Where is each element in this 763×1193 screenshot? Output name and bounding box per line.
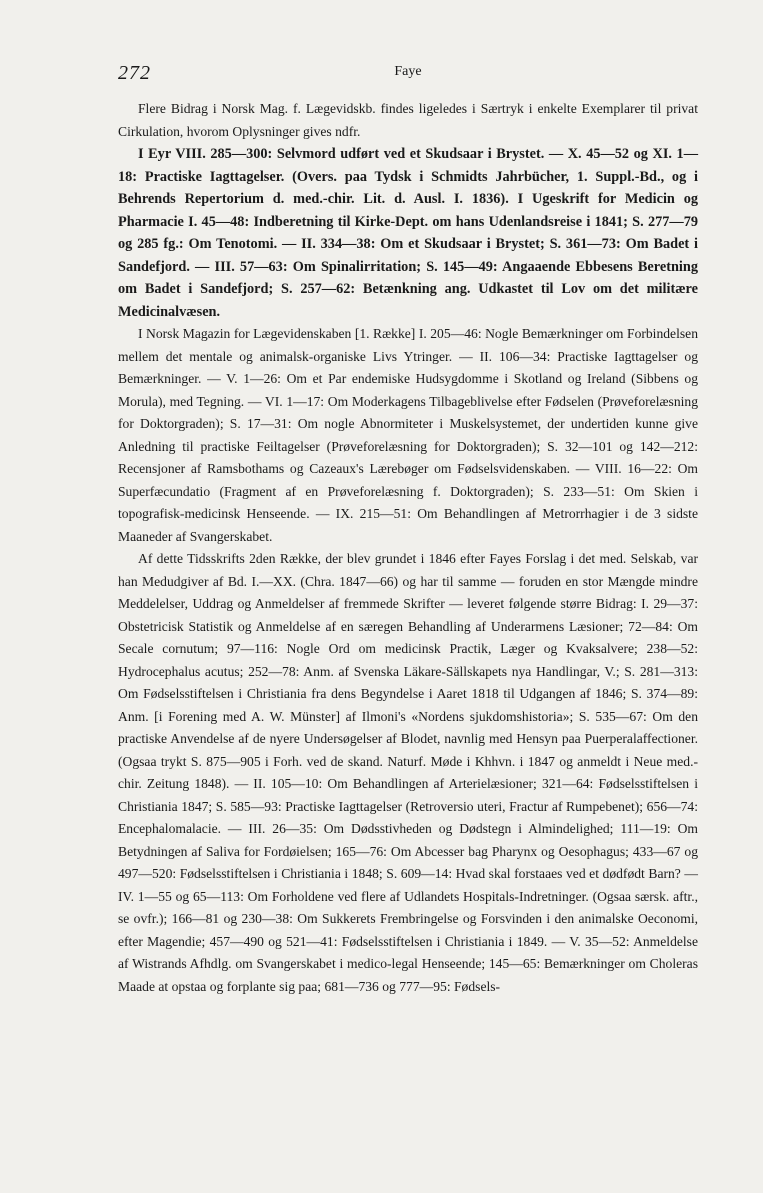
paragraph-norsk-magazin-2: Af dette Tidsskrifts 2den Række, der blev grundet i 1846 efter Fayes Forslag i det med. Selskab, var han Medudgiver af Bd. I.—XX. (Chra. 1847—66) og har til samme — foruden en stor Mængde mindre Meddelelser, Uddrag og Anmeldelser af fremmede Skrifter — leveret følgende større Bidrag: I. 29—37: Obstetricisk Statistik og Anmeldelse af en særegen Behandling af Underarmens Læsioner; 72—84: Om Secale cornutum; 97—116: Nogle Ord om medicinsk Practik, Læger og Kvaksalvere; 238—52: Hydrocephalus acutus; 252—78: Anm. af Svenska Läkare-Sällskapets nya Handlingar, V.; S. 281—313: Om Fødselsstiftelsen i Christiania fra dens Begyndelse i Aaret 1818 til Udgangen af 1846; S. 374—89: Anm. [i Forening med A. W. Münster] af Ilmoni's «Nordens sjukdomshistoria»; S. 535—67: Om den practiske Anvendelse af de nyere Undersøgelser af Blodet, navnlig med Hensyn paa Puerperalaffectioner. (Ogsaa trykt S. 875—905 i Forh. ved de skand. Naturf. Møde i Khhvn. i 1847 og anmeldt i Neue med.-chir. Zeitung 1848). — II. 105—10: Om Behandlingen af Arterielæsioner; 321—64: Fødselsstiftelsen i Christiania 1847; S. 585—93: Practiske Iagttagelser (Retroversio uteri, Fractur af Rumpebenet); 656—74: Encephalomalacie. — III. 26—35: Om Dødsstivheden og Dødstegn i Almindelighed; 111—19: Om Betydningen af Saliva for Fordøielsen; 165—76: Om Abcesser bag Pharynx og Oesophagus; 433—67 og 497—520: Fødselsstiftelsen i Christiania i 1848; S. 609—14: Hvad skal forstaaes ved et dødfødt Barn? — IV. 1—55 og 65—113: Om Forholdene ved flere af Udlandets Hospitals-Indretninger. (Ogsaa særsk. aftr., se ovfr.); 166—81 og 230—38: Om Sukkerets Frembringelse og Forsvinden i den animalske Oeconomi, efter Magendie; 457—490 og 521—41: Fødselsstiftelsen i Christiania i 1849. — V. 35—52: Anmeldelse af Wistrands Afhdlg. om Svangerskabet i medico-legal Henseende; 145—65: Bemærkninger om Choleras Maade at opstaa og forplante sig paa; 681—736 og 777—95: Fødsels- xyxy=(118,551,698,994)
paragraph-intro: Flere Bidrag i Norsk Mag. f. Lægevidskb. findes ligeledes i Særtryk i enkelte Exemplarer til privat Cirkulation, hvorom Oplysninger gives ndfr. xyxy=(118,101,698,139)
body-text xyxy=(118,98,698,998)
page-number: 272 xyxy=(118,62,151,84)
paragraph-journal-eyr-ugeskrift: I Eyr VIII. 285—300: Selvmord udført ved et Skudsaar i Brystet. — X. 45—52 og XI. 1—18: Practiske Iagttagelser. (Overs. paa Tydsk i Schmidts Jahrbücher, 1. Suppl.-Bd., og i Behrends Repertorium d. med.-chir. Lit. d. Ausl. I. 1836). I Ugeskrift for Medicin og Pharmacie I. 45—48: Indberetning til Kirke-Dept. om hans Udenlandsreise i 1841; S. 277—79 og 285 fg.: Om Tenotomi. — II. 334—38: Om et Skudsaar i Brystet; S. 361—73: Om Badet i Sandefjord. — III. 57—63: Om Spinalirritation; S. 145—49: Angaaende Ebbesens Beretning om Badet i Sandefjord; S. 257—62: Betænkning ang. Udkastet til Lov om det militære Medicinalvæsen. xyxy=(118,146,698,320)
page-header xyxy=(118,62,698,86)
paragraph-norsk-magazin-1: I Norsk Magazin for Lægevidenskaben [1. Række] I. 205—46: Nogle Bemærkninger om Forbindelsen mellem det mentale og animalsk-organiske Livs Ytringer. — II. 106—34: Practiske Iagttagelser og Bemærkninger. — V. 1—26: Om et Par endemiske Hudsygdomme i Skotland og Ireland (Sibbens og Morula), med Tegning. — VI. 1—17: Om Moderkagens Tilbageblivelse efter Fødselen (Prøveforelæsning for Doktorgraden); S. 17—31: Om nogle Abnormiteter i Muskelsystemet, der undertiden kunne give Anledning til practiske Feiltagelser (Prøveforelæsning for Doktorgraden); S. 32—101 og 142—212: Recensjoner af Ramsbothams og Cazeaux's Lærebøger om Fødselsvidenskaben. — VIII. 16—22: Om Superfæcundatio (Fragment af en Prøveforelæsning f. Doktorgraden); S. 233—51: Om Skien i topografisk-medicinsk Henseende. — IX. 215—51: Om Behandlingen af Metrorrhagier i de 3 sidste Maaneder af Svangerskabet. xyxy=(118,326,698,544)
running-head: Faye xyxy=(394,64,422,79)
